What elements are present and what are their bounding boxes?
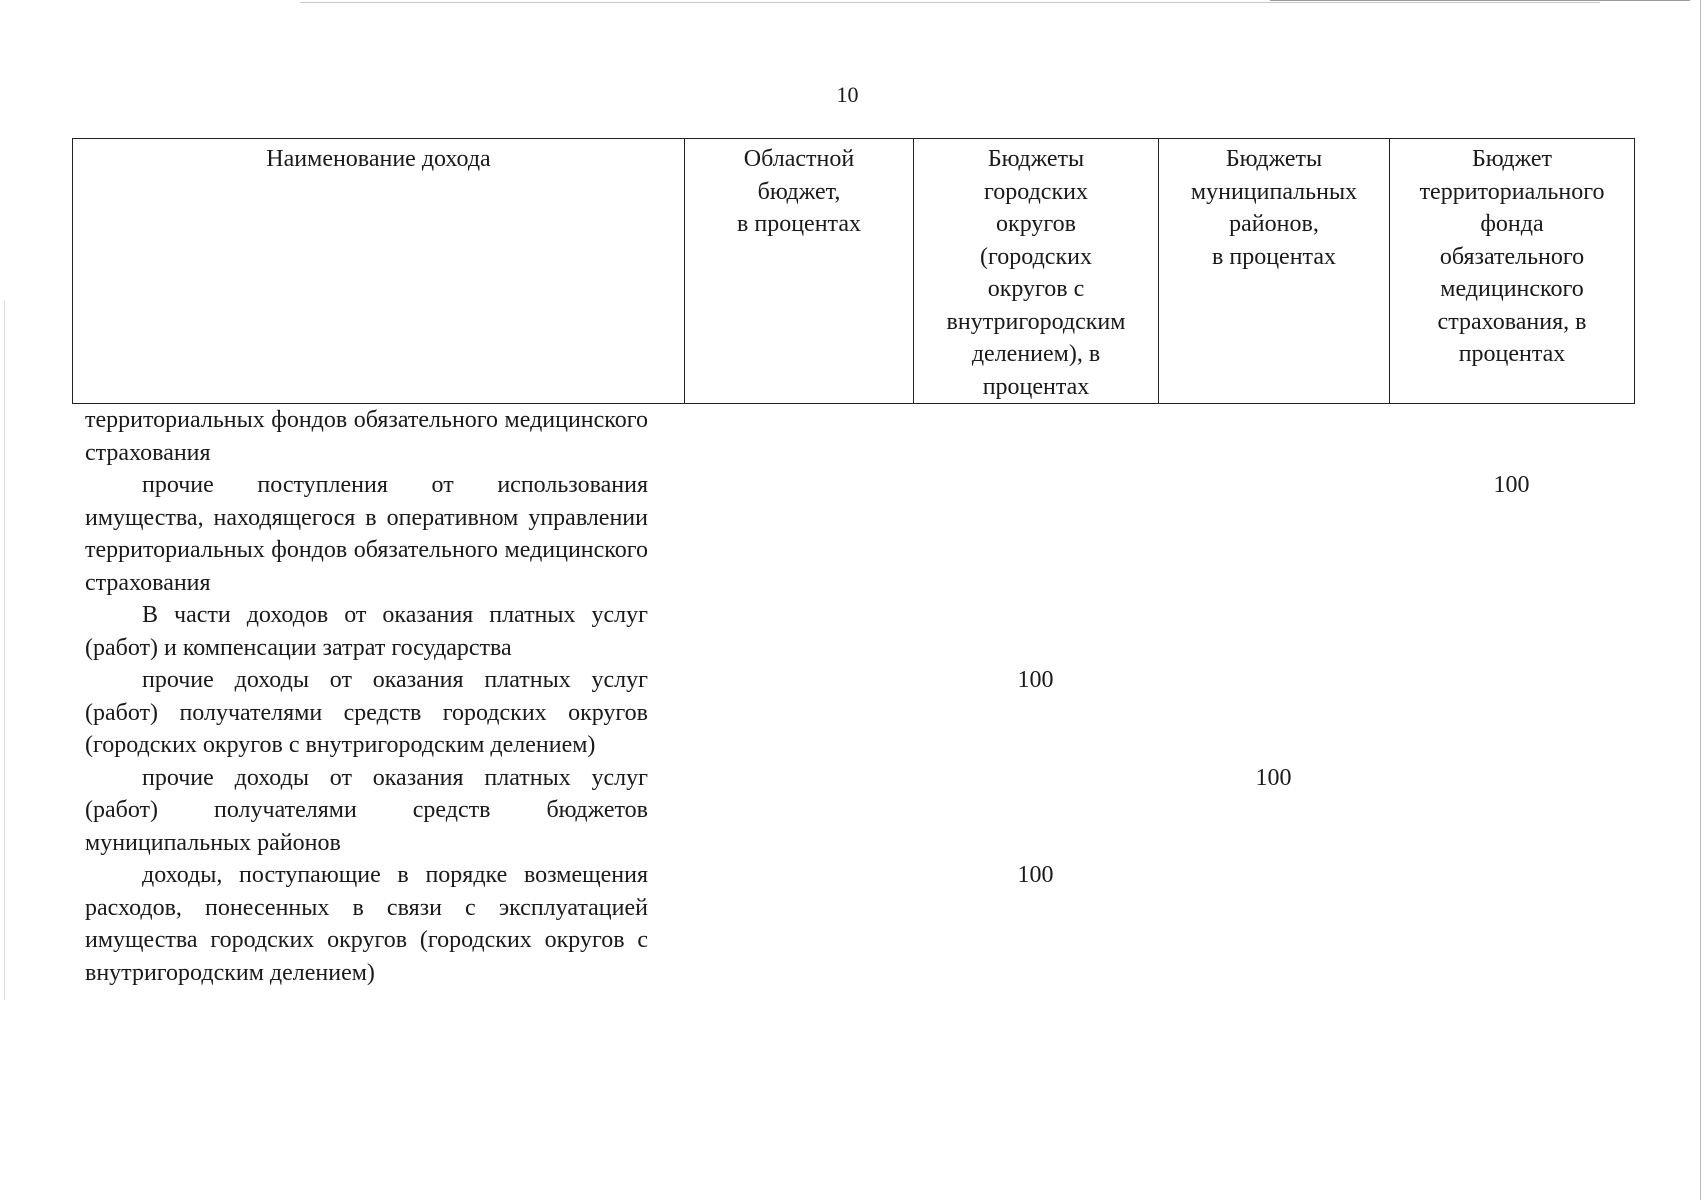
municipal-value: 100 bbox=[1255, 764, 1292, 791]
city-value bbox=[913, 762, 1158, 860]
municipal-value bbox=[1158, 404, 1389, 469]
table-row bbox=[72, 762, 1634, 860]
municipal-value bbox=[1158, 469, 1389, 599]
regional-value bbox=[684, 469, 913, 599]
regional-value bbox=[684, 664, 913, 762]
page-number: 10 bbox=[836, 82, 859, 107]
header-income-name: Наименование дохода bbox=[73, 139, 685, 404]
income-name: территориальных фондов обязательного медицинского страхования bbox=[85, 407, 648, 466]
city-value: 100 bbox=[1017, 667, 1054, 693]
municipal-value bbox=[1158, 599, 1389, 664]
fund-value bbox=[1389, 859, 1634, 989]
scan-artifact-right-edge bbox=[1700, 0, 1701, 1200]
income-name: прочие поступления от использования имущества, находящегося в оперативном управлении территориальных фондов обязательного медицинского страхования bbox=[85, 472, 648, 596]
table-row bbox=[72, 404, 1634, 469]
table-header bbox=[72, 138, 1635, 404]
fund-value: 100 bbox=[1493, 472, 1530, 498]
regional-value bbox=[684, 404, 913, 469]
city-value bbox=[913, 469, 1158, 599]
income-name: В части доходов от оказания платных услуг (работ) и компенсации затрат государства bbox=[85, 602, 648, 661]
table-row bbox=[72, 859, 1634, 989]
income-name: прочие доходы от оказания платных услуг (работ) получателями средств городских округов (городских округов с внутригородским делением) bbox=[85, 667, 648, 758]
city-value bbox=[913, 599, 1158, 664]
fund-value bbox=[1389, 762, 1634, 860]
table-body bbox=[72, 404, 1634, 989]
city-value bbox=[913, 404, 1158, 469]
table-row bbox=[72, 469, 1634, 599]
header-municipal-budgets: Бюджеты муниципальных районов, в процентах bbox=[1159, 139, 1390, 404]
income-name: прочие доходы от оказания платных услуг (работ) получателями средств бюджетов муниципальных районов bbox=[85, 764, 648, 856]
regional-value bbox=[684, 859, 913, 989]
fund-value bbox=[1389, 404, 1634, 469]
fund-value bbox=[1389, 599, 1634, 664]
header-row bbox=[73, 139, 1635, 404]
header-fund-budget: Бюджет территориального фонда обязательного медицинского страхования, в процентах bbox=[1390, 139, 1635, 404]
scan-artifact-top-right bbox=[1270, 0, 1690, 1]
table-row bbox=[72, 599, 1634, 664]
scan-artifact-top bbox=[300, 2, 1600, 3]
city-value: 100 bbox=[1017, 862, 1054, 888]
municipal-value bbox=[1158, 664, 1389, 762]
header-regional-budget: Областной бюджет, в процентах bbox=[685, 139, 914, 404]
table-row bbox=[72, 664, 1634, 762]
header-city-budgets: Бюджеты городских округов (городских округов с внутригородским делением), в процентах bbox=[914, 139, 1159, 404]
regional-value bbox=[684, 599, 913, 664]
municipal-value bbox=[1158, 859, 1389, 989]
regional-value bbox=[684, 762, 913, 860]
fund-value bbox=[1389, 664, 1634, 762]
scan-artifact-left-edge bbox=[4, 300, 5, 1000]
income-name: доходы, поступающие в порядке возмещения расходов, понесенных в связи с эксплуатацией имущества городских округов (городских округов с внутригородским делением) bbox=[85, 862, 648, 986]
